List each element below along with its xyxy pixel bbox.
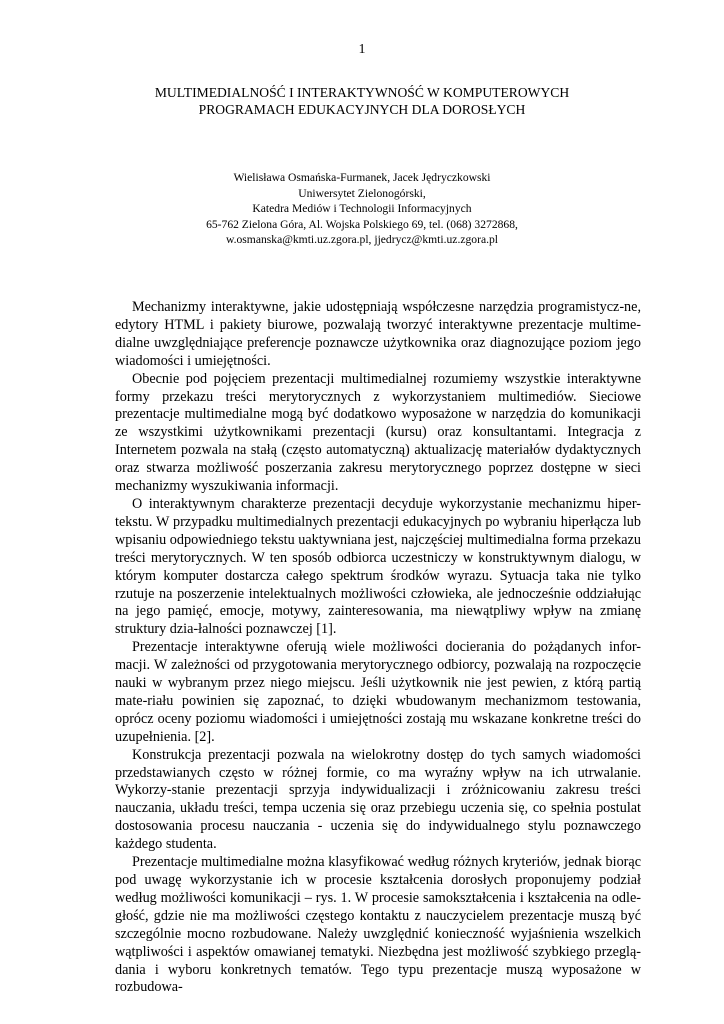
paragraph: Obecnie pod pojęciem prezentacji multimedialnej rozumiemy wszystkie interaktywne formy przekazu treści merytorycznych z wykorzystaniem multimediów. Sieciowe prezentacje multimedialne mogą być dodatkowo wyposażone w narzędzia do komunikacji ze wszystkimi użytkownikami prezentacji (kursu) oraz konsultantami. Integracja z Internetem pozwala na stałą (często automatyczną) aktualizację materiałów dydaktycznych oraz stwarza możliwość poszerzania zakresu merytorycznego poprzez dostępne w sieci mechanizmy wyszukiwania informacji.: [115, 370, 641, 495]
paragraph: O interaktywnym charakterze prezentacji decyduje wykorzystanie mechanizmu hiper-tekstu. W przypadku multimedialnych prezentacji edukacyjnych po wybraniu hiperłącza lub wpisaniu odpowiedniego tekstu uaktywniana jest, najczęściej multimedialna forma przekazu treści merytorycznych. W ten sposób odbiorca uczestniczy w konstruktywnym dialogu, w którym komputer dostarcza całego spektrum środków wyrazu. Sytuacja taka nie tylko rzutuje na poszerzenie intelektualnych możliwości człowieka, ale jednocześnie oddziałując na jego pamięć, emocje, motywy, zainteresowania, ma niewątpliwy wpływ na zmianę struktury dzia-łalności poznawczej [1].: [115, 495, 641, 638]
paragraph: Konstrukcja prezentacji pozwala na wielokrotny dostęp do tych samych wiadomości przedstawianych często w różnej formie, co ma wyraźny wpływ na ich utrwalanie. Wykorzy-stanie prezentacji sprzyja indywidualizacji i zróżnicowaniu zakresu treści nauczania, układu treści, tempa uczenia się oraz przebiegu uczenia się, co spełnia postulat dostosowania procesu nauczania - uczenia się do indywidualnego stylu poznawczego każdego studenta.: [115, 746, 641, 853]
paragraph: Mechanizmy interaktywne, jakie udostępniają współczesne narzędzia programistycz-ne, edytory HTML i pakiety biurowe, pozwalają tworzyć interaktywne prezentacje multime-dialne uwzględniające preferencje poznawcze użytkownika oraz diagnozujące poziom jego wiadomości i umiejętności.: [115, 299, 641, 369]
paragraph: Prezentacje interaktywne oferują wiele możliwości docierania do pożądanych infor-macji. W zależności od przygotowania merytorycznego odbiorcy, pozwalają na rozpoczęcie nauki w wybranym przez niego miejscu. Jeśli użytkownik nie jest pewien, z którą partią mate-riału powinien się zapoznać, to dzięki wbudowanym mechanizmom testowania, oprócz oceny poziomu wiadomości i umiejętności zostają mu wskazane konkretne treści do uzupełnienia. [2].: [115, 639, 641, 745]
author-emails: w.osmanska@kmti.uz.zgora.pl, jjedrycz@kmti.uz.zgora.pl: [225, 233, 499, 247]
page-number: 1: [358, 42, 366, 57]
author-address: 65-762 Zielona Góra, Al. Wojska Polskiego 69, tel. (068) 3272868,: [206, 217, 518, 231]
paragraph: Prezentacje multimedialne można klasyfikować według różnych kryteriów, jednak biorąc pod uwagę wykorzystanie ich w procesie kształcenia dorosłych proponujemy podział według możliwości komunikacji – rys. 1. W procesie samokształcenia i kształcenia na odle-głość, gdzie nie ma możliwości częstego kontaktu z nauczycielem prezentacje muszą być szczególnie mocno rozbudowane. Należy uwzględnić konieczność wyjaśnienia wszelkich wątpliwości i aspektów omawianej tematyki. Niezbędna jest możliwość szybkiego przeglą-dania i wyboru konkretnych tematów. Tego typu prezentacje muszą wyposażone w rozbudowa-: [115, 854, 641, 996]
paper-title: [80, 84, 644, 118]
title-line-2: PROGRAMACH EDUKACYJNYCH DLA DOROSŁYCH: [198, 102, 526, 117]
author-department: Katedra Mediów i Technologii Informacyjnych: [252, 202, 472, 216]
title-line-1: MULTIMEDIALNOŚĆ I INTERAKTYWNOŚĆ W KOMPUTEROWYCH: [154, 85, 570, 100]
author-names: Wielisława Osmańska-Furmanek, Jacek Jędryczkowski: [233, 171, 491, 184]
body-text: [115, 299, 641, 997]
author-block: [80, 170, 644, 248]
author-university: Uniwersytet Zielonogórski,: [298, 186, 426, 200]
